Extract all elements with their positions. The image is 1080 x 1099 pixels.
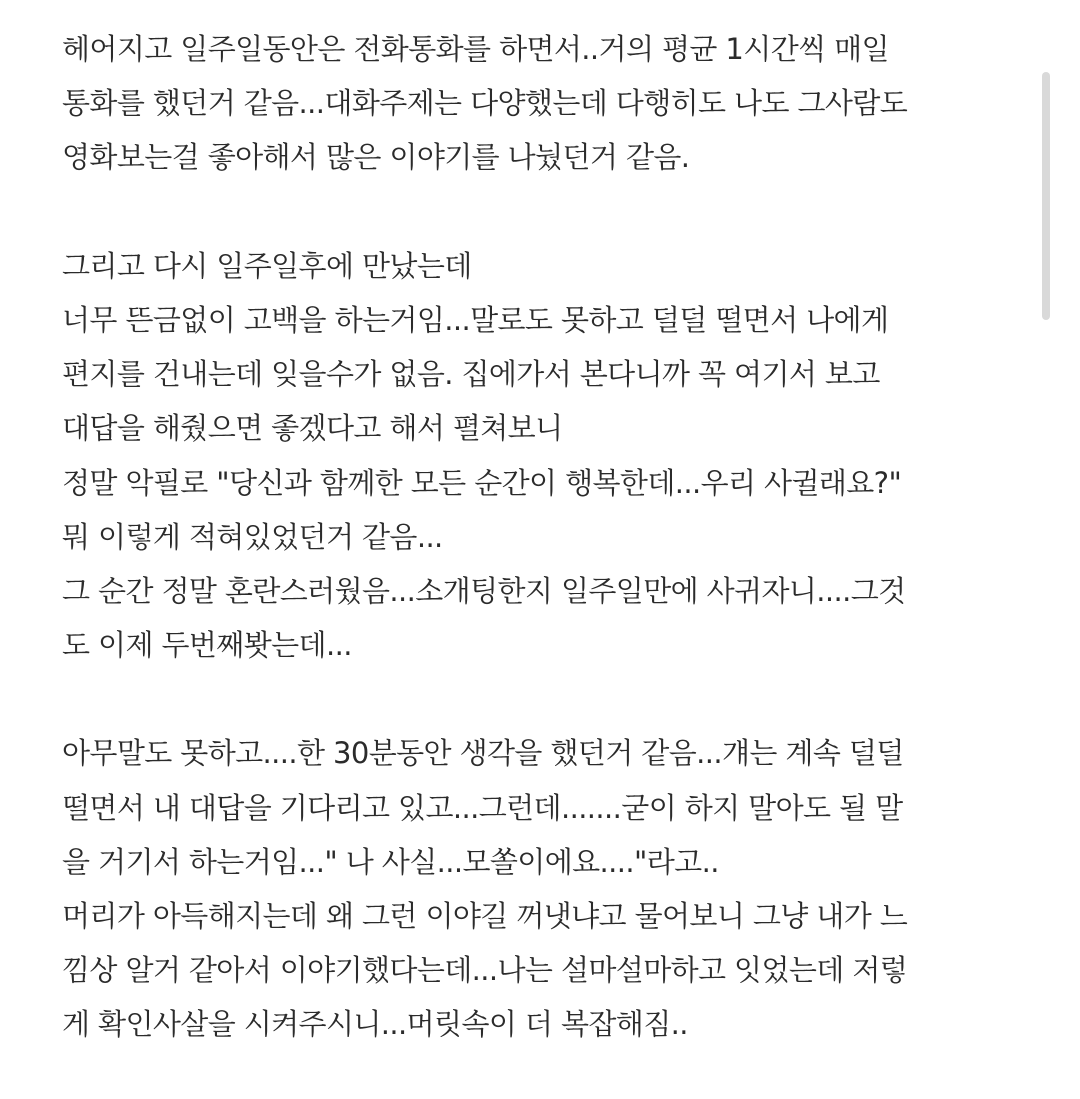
text-line: 뭐 이렇게 적혀있었던거 같음... <box>62 519 443 554</box>
text-line: 낌상 알거 같아서 이야기했다는데...나는 설마설마하고 잇었는데 저렇 <box>62 953 908 988</box>
text-line: 을 거기서 하는거임..." 나 사실...모쏠이에요...."라고.. <box>62 844 719 879</box>
text-line: 영화보는걸 좋아해서 많은 이야기를 나눴던거 같음. <box>62 140 690 175</box>
text-line: 도 이제 두번째봣는데... <box>62 628 352 663</box>
text-line: 너무 뜬금없이 고백을 하는거임...말로도 못하고 덜덜 떨면서 나에게 <box>62 302 889 337</box>
text-line: 대답을 해줬으면 좋겠다고 해서 펼쳐보니 <box>62 411 563 446</box>
paragraph-spacer <box>62 185 1032 239</box>
text-line: 게 확인사살을 시켜주시니...머릿속이 더 복잡해짐.. <box>62 1007 688 1042</box>
paragraph-2 <box>62 239 1032 673</box>
text-line: 그리고 다시 일주일후에 만났는데 <box>62 248 472 283</box>
text-line: 떨면서 내 대답을 기다리고 있고...그런데.......굳이 하지 말아도 될 말 <box>62 790 903 825</box>
text-line: 아무말도 못하고....한 30분동안 생각을 했던거 같음...걔는 계속 덜덜 <box>62 736 904 771</box>
paragraph-3 <box>62 726 1032 1051</box>
paragraph-1 <box>62 22 1032 185</box>
post-body <box>62 22 1032 1052</box>
text-line: 정말 악필로 "당신과 함께한 모든 순간이 행복한데...우리 사귈래요?" <box>62 465 902 500</box>
scrollbar-thumb[interactable] <box>1042 72 1050 320</box>
text-line: 그 순간 정말 혼란스러웠음...소개팅한지 일주일만에 사귀자니....그것 <box>62 573 906 608</box>
text-line: 편지를 건내는데 잊을수가 없음. 집에가서 본다니까 꼭 여기서 보고 <box>62 357 880 392</box>
text-line: 머리가 아득해지는데 왜 그런 이야길 꺼냇냐고 물어보니 그냥 내가 느 <box>62 899 908 933</box>
text-line: 헤어지고 일주일동안은 전화통화를 하면서..거의 평균 1시간씩 매일 <box>62 32 889 66</box>
paragraph-spacer <box>62 672 1032 726</box>
text-line: 통화를 했던거 같음...대화주제는 다양했는데 다행히도 나도 그사람도 <box>62 86 908 121</box>
